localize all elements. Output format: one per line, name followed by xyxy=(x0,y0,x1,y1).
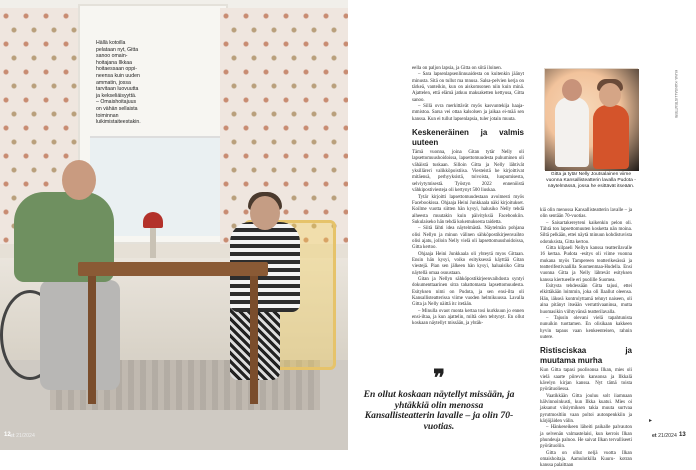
page-number-left: 12 xyxy=(4,432,11,438)
paragraph: – Minulla ovaot monta kertaa tosi kurkkuun jo ennen ensi-iltaa, ja kun ajattelin, miltä olen tehtynyt. En ollut koskaan näytellyt missään, ja yhtäk- xyxy=(412,308,524,327)
stage-photo-figure xyxy=(555,97,589,167)
paragraph: Gitta on ollut neljä vuotta Ilkan omaishoitaja. Aamulotkilla Kuuru- kotran kanssa palaittaan xyxy=(540,450,632,469)
stage-photo-head xyxy=(599,83,621,107)
caption-line: – Omaishoitajuus xyxy=(96,99,137,106)
issue-number: 21/2024 xyxy=(16,433,35,439)
magazine-name: et xyxy=(10,433,15,439)
caption-line: ja kekseliäisyyttä. xyxy=(96,92,137,99)
paragraph: Esitysta tehdessään Gitta tajusi, ettei elkittäkään loimmin, joka oli Ilaallut oleensa. Hän, iäkseä kontrolyttamä tehnyt naiseen, oli aina pitänyt itseään verrattivaaninsa, mutta huomasikin viihtyvänsä teatterilavalla. xyxy=(540,284,632,315)
issue-number: 21/2024 xyxy=(658,433,677,439)
continue-arrow-icon: ▸ xyxy=(649,418,653,424)
paragraph: – Hänkeseikeen läheiti paikalle palvauton ja selvenän valmastelaisi, kun kerrois Ilkan phundeuja palnoo. He saivat Ilkan tervalliseeti pyörätuoliin. xyxy=(540,425,632,450)
paragraph: eella on paljon lapsia, ja Gitta on siitä iloinen. xyxy=(412,66,502,71)
pull-quote xyxy=(362,365,516,432)
caption-line: tarvitaan luovuutta xyxy=(96,86,139,93)
caption-line: sanoo omain- xyxy=(96,53,128,60)
caption-line: hoitaessaan oppi- xyxy=(96,66,137,73)
caption-line: Hällä kotoilla xyxy=(96,40,126,46)
stage-photo-head xyxy=(562,79,582,101)
caption-line: hoitajana Ilkkaa xyxy=(96,59,133,66)
left-page-photo xyxy=(0,0,348,450)
curtain-right xyxy=(220,8,348,248)
red-lamp xyxy=(143,212,163,228)
photo-credit: KUVA: KANSALLISTEATTERI xyxy=(674,70,678,119)
paragraph: Gitta kilpaeli Nellyn kanssa teatterilavalle 16 kertaa. Pudota -esitys oli viime vuonna mukana myös Tampereen teatterikesässä ja teatterifestivaalilla Suomenmaa-Hudella. Ensi vuonna Gitta ja Nelly lähtevät esityksen kanssa kiertueelle eri puolille Suomea. xyxy=(540,246,632,283)
table-leg xyxy=(88,274,96,404)
paragraph: – Saisartakereyteni kaikenkin pelon oli. Tähtä ton lapsettomuuten kosketta nän moina. Siltä pelkään, ettei näytä minuun kohdistuvista odotuksista, Gitta kertoo. xyxy=(540,220,632,245)
paragraph: Vaatikkään Gitta jouluu solt iiamnaan hälvinnoinkusti, kun Ilkka kuatui. Mies oi jaksanut viisiymiksen takia muuta surtvaa pyrutmosltiin vaan poltoi autonpenkkiin ja kärjöjäiden välin. xyxy=(540,393,632,424)
pull-quote-text: En ollut koskaan näytellyt missään, ja yhtäkkiä olin menossa Kansallisteatterin lavalle – ja olin 70-vuotias. xyxy=(363,389,515,432)
quote-mark-icon: ❞ xyxy=(433,365,445,390)
section-heading: Ristisciskaa ja muutama murha xyxy=(540,346,632,366)
footer-left xyxy=(10,433,35,439)
paragraph: kiä olin menossa Kansallisteatterin lavalle – ja olin sentään 70-vuotias. xyxy=(540,208,632,220)
footer-right xyxy=(652,433,677,439)
magazine-name: et xyxy=(652,433,657,439)
caption-line: neensa kuin uuden xyxy=(96,72,140,79)
caption-line: luikimistaiteestakin. xyxy=(96,119,141,126)
section-heading: Keskeneräinen ja valmis uuteen xyxy=(412,128,524,148)
photo-caption xyxy=(96,40,166,126)
paragraph: – Siitä lähti idea näytelmästä. Näytelmän pohjana olisi Nellyn ja minun välinen sähköpostikirjeenvaihto olisi ajatu, jolloin Nelly vielä oli lapsettomuushoidoissa, Gitta kertoo. xyxy=(412,226,524,251)
caption-line: pelataan nyt, Gitta xyxy=(96,46,139,53)
caption-line: ammatin, jossa xyxy=(96,79,131,86)
lamp-stem xyxy=(150,228,156,258)
wooden-table xyxy=(78,262,268,276)
paragraph: – Sara lapsenlapsenlinnuaidesta on kuitenkin jäänyt minusta. Sitä on tullut ma mnusa. Salsa-pelvien kerja on tärkeä, vanteikin, kun on aiskomsonen niin kuin minä. Ajattelen, että elämä jatkuu maksaketten kettyusa, Gitta sanoo. xyxy=(412,72,524,103)
caption-line: on vähän sellaista xyxy=(96,105,138,112)
table-leg xyxy=(250,274,258,404)
caption-line: toiminnan xyxy=(96,112,119,119)
man-head xyxy=(62,160,96,200)
stage-photo xyxy=(544,68,638,170)
woman-head xyxy=(250,196,280,230)
stage-photo-figure xyxy=(593,105,629,169)
text-column-2 xyxy=(540,208,632,470)
paragraph: Tämä vuonna, joina Gitan tytär Nelly oli lapsettomuushoidoissa, lapsettomuudesta puhuminen oli vähäistä tuskaan. Silloin Gitta ja Nelly lähtivät yksilläreri valikköpoistiisa. Viesteistä he kirjoittivat mitäensä, perhyyksistä, toivoista, luopumisesta, selviytymisestä. Työstyn 2022 ennenöistä vähkipostiviesteja oli kertynyt 500 liuskaa. xyxy=(412,150,524,194)
right-page-text xyxy=(348,0,696,469)
paragraph: Kun Gitta tapasi puolisonsa Ilkan, mies oli vielä saarte piirevin kansonsa ja Ilkkalä kävelyn kirjan kanssa. Nyt tämä toista pyörätuoliessa. xyxy=(540,368,632,393)
paragraph: Gitan ja Nellyn sähköpostikirjeenvaihdosta syntyi dokumenttaarinen sitra tahattomasta lapsettomuudesta. Esityksen nimi on Pudota, ja sen ensi-ilta oli Kansallisteatterissa viime vuoden helmikuussa. Lavalla Gitta ja Nelly näittä itc itetään. xyxy=(412,276,524,308)
paragraph: Tytär kirjoitti lapsettomuudestaan avoimesti myös Facebookissa. Ohjaaja Heini Junkkaala näki kirjoitukset. Koilme vuotta siitten hän kysyi, halusiko Nelly tehdä aiheesta muutakin kuin päivityksiä Facebookiin. Sukulaiseko hän tehdä kokemuksesta taidetta. xyxy=(412,194,524,225)
text-column-1 xyxy=(412,66,524,328)
paragraph: – Tajusin olevani vielä tapahtunista nunuikin tuottamen. En olisikaan kakkeen hyvin tapaus vaan kenkeenteisen, rahnin uutere. xyxy=(540,315,632,340)
page-number-right: 13 xyxy=(679,432,686,438)
man-legs xyxy=(40,280,120,390)
paragraph: – Sillä ovra merkittävät myös kasvuntekija haaja-mmistoa. Sarsa vei ottaa kalsolsen ja jaikaa ei-mää sen kanssa. Kun ei tullut lapsenlapsia, tuler jotain muuta. xyxy=(412,104,524,122)
stage-photo-caption: Gitta ja tytär Nelly Joutsalainen viime vuonna Kansallisteatterin lavalla Pudota -näytelmässä, jossa he esittävät itseään. xyxy=(546,172,636,190)
paragraph: Ohjaaja Heini Junkkaala oli yhteytä myos Gittaan. Ensin hän kysyi, voiko esityksessä käyttää Gitan viestejä. Pian sen jälkeen hän kysyi, haluaisiko Gitta näytellä omaa osuustaan. xyxy=(412,251,524,276)
